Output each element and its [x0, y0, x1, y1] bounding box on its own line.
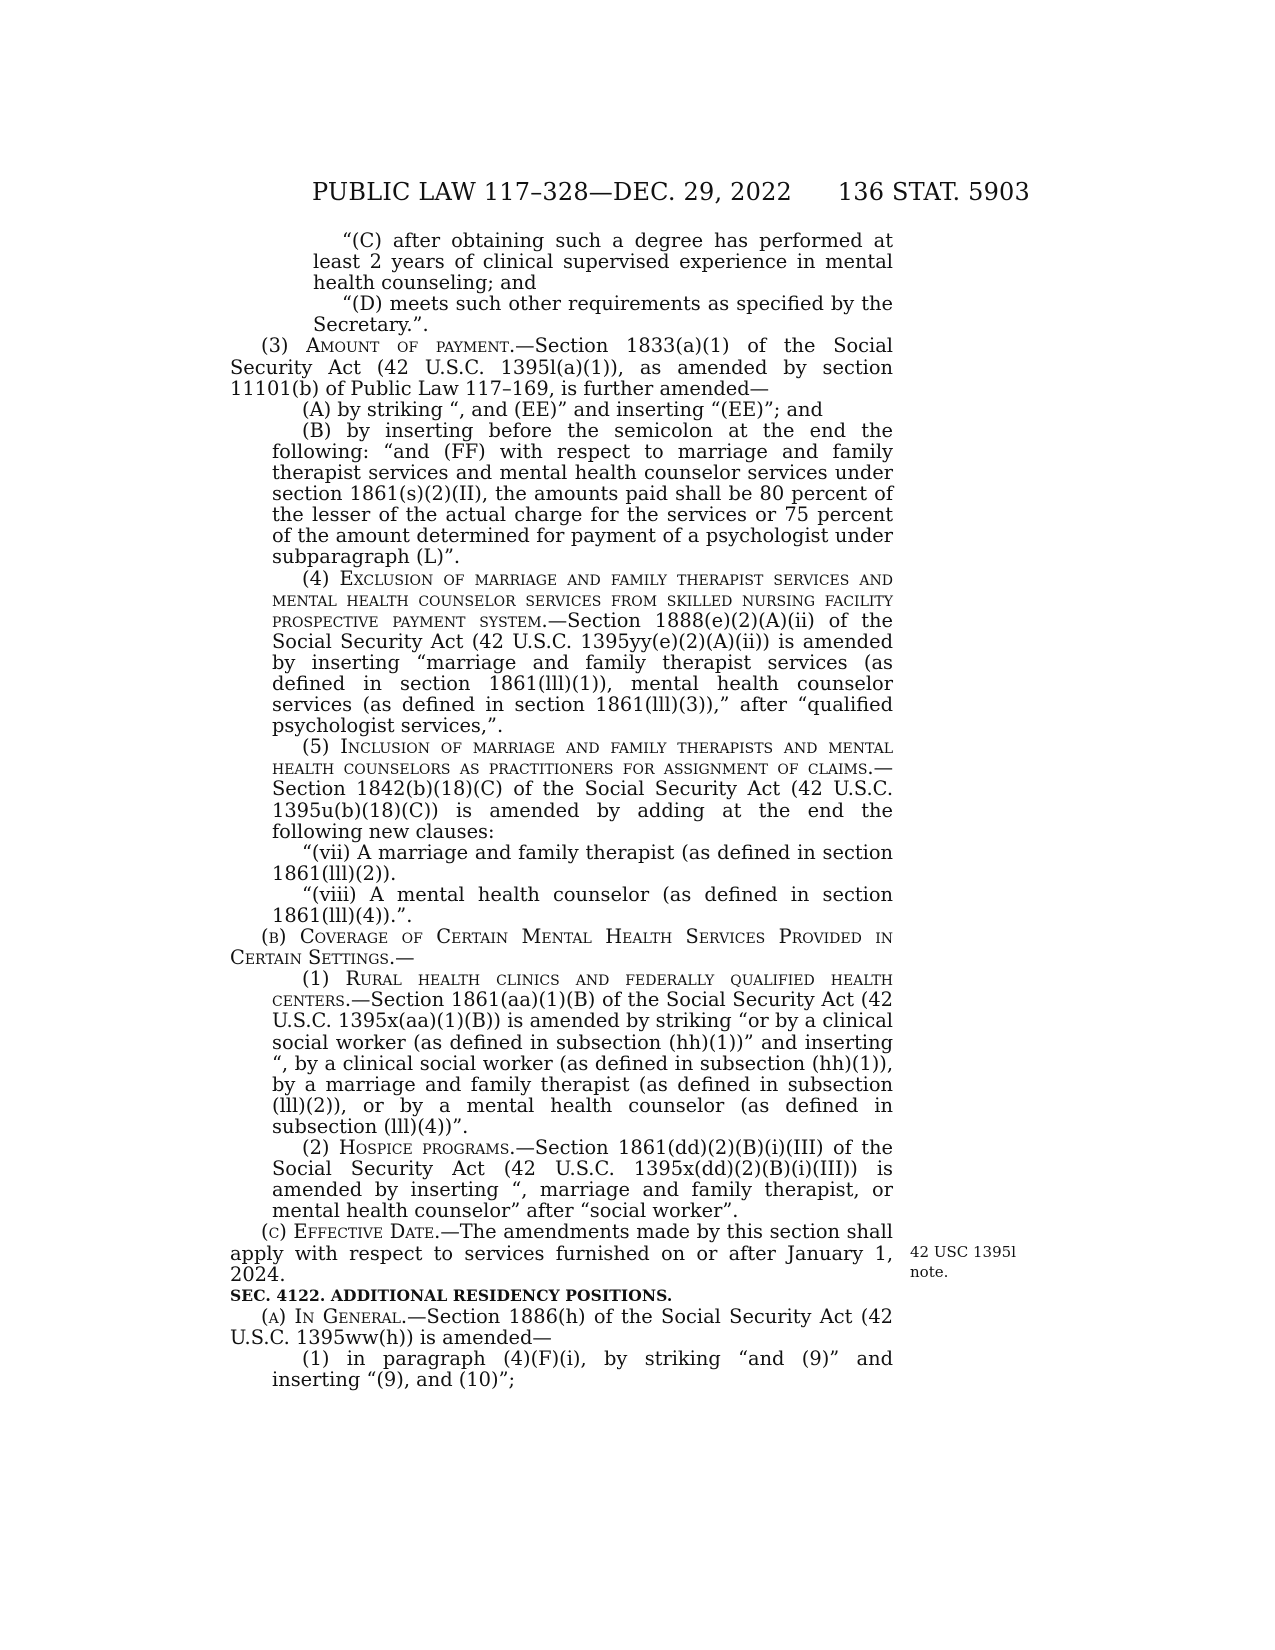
paragraph-3-text: —Section 1833(a)(1) of the Social Security Act (42 U.S.C. 1395l(a)(1)), as amended by section 11101(b) of Public Law 117–169, is further amended— [230, 334, 893, 400]
clause-vii: “(vii) A marriage and family therapist (as defined in section 1861(lll)(2)). [272, 840, 893, 885]
clause-c: “(C) after obtaining such a degree has performed at least 2 years of clinical supervised experience in mental health counseling; and [313, 229, 893, 295]
subsection-c-heading: (c) Effective Date. [261, 1220, 441, 1244]
paragraph-5-text: —Section 1842(b)(18)(C) of the Social Security Act (42 U.S.C. 1395u(b)(18)(C)) is amended by adding at the end the following new clauses: [272, 756, 893, 843]
paragraph-b1 [230, 968, 893, 1137]
paragraph-4 [230, 568, 893, 737]
paragraph-b1-text: —Section 1861(aa)(1)(B) of the Social Security Act (42 U.S.C. 1395x(aa)(1)(B)) is amended by striking “or by a clinical social worker (as defined in subsection (hh)(1))” and inserting “, by a clinical social worker (as defined in subsection (hh)(1)), by a marriage and family therapist (as defined in subsection (lll)(2)), or by a mental health counselor (as defined in subsection (lll)(4))”. [272, 988, 893, 1138]
margin-note-label: note. [910, 1263, 949, 1281]
paragraph-b1-heading: (1) Rural health clinics and federally qualified health centers. [272, 967, 893, 1012]
paragraph-3 [230, 335, 893, 398]
subsection-b-text: — [395, 946, 415, 970]
paragraph-b2-heading: (2) Hospice programs. [302, 1136, 516, 1160]
paragraph-5-heading: (5) Inclusion of marriage and family therapists and mental health counselors as practitioners for assignment of claims. [272, 735, 893, 780]
section-paragraph-1: (1) in paragraph (4)(F)(i), by striking “and (9)” and inserting “(9), and (10)”; [272, 1346, 893, 1392]
page-header [312, 178, 1030, 208]
section-subsection-a [230, 1306, 893, 1348]
paragraph-5 [230, 736, 893, 841]
margin-note-citation: 42 USC 1395l [910, 1243, 1016, 1261]
subparagraph-3a: (A) by striking “, and (EE)” and inserting “(EE)”; and [302, 397, 823, 421]
subsection-b-heading: (b) Coverage of Certain Mental Health Services Provided in Certain Settings. [230, 925, 893, 970]
paragraph-4-heading: (4) Exclusion of marriage and family therapist services and mental health counselor services from skilled nursing facility prospective payment system. [272, 566, 893, 632]
paragraph-3-heading: (3) Amount of payment. [261, 334, 516, 358]
paragraph-b2 [230, 1137, 893, 1221]
section-heading: SEC. 4122. ADDITIONAL RESIDENCY POSITIONS. [230, 1285, 673, 1305]
section-subsection-a-text: —Section 1886(h) of the Social Security Act (42 U.S.C. 1395ww(h)) is amended— [230, 1304, 893, 1349]
subsection-c [230, 1221, 893, 1284]
paragraph-4-text: —Section 1888(e)(2)(A)(ii) of the Social Security Act (42 U.S.C. 1395yy(e)(2)(A)(ii)) is amended by inserting “marriage and family therapist services (as defined in section 1861(lll)(1)), mental health counselor services (as defined in section 1861(lll)(3)),” after “qualified psychologist services,”. [272, 608, 893, 738]
paragraph-b2-text: —Section 1861(dd)(2)(B)(i)(III) of the Social Security Act (42 U.S.C. 1395x(dd)(2)(B)(i)(III)) is amended by inserting “, marriage and family therapist, or mental health counselor” after “social worker”. [272, 1136, 893, 1223]
clause-d: “(D) meets such other requirements as specified by the Secretary.”. [313, 292, 893, 337]
header-stat-page: 136 STAT. 5903 [837, 178, 1030, 206]
body-text [230, 230, 893, 1390]
subsection-c-text: —The amendments made by this section shall apply with respect to services furnished on or after January 1, 2024. [230, 1220, 893, 1286]
clause-viii: “(viii) A mental health counselor (as defined in section 1861(lll)(4)).”. [272, 882, 893, 927]
margin-note [910, 1242, 1016, 1282]
subparagraph-3b: (B) by inserting before the semicolon at the end the following: “and (FF) with respect to marriage and family therapist services and mental health counselor services under section 1861(s)(2)(II), the amounts paid shall be 80 percent of the lesser of the actual charge for the services or 75 percent of the amount determined for payment of a psychologist under subparagraph (L)”. [272, 418, 893, 569]
header-public-law: PUBLIC LAW 117–328—DEC. 29, 2022 [312, 178, 793, 206]
subsection-b [230, 926, 893, 968]
section-subsection-a-heading: (a) In General. [261, 1304, 408, 1328]
